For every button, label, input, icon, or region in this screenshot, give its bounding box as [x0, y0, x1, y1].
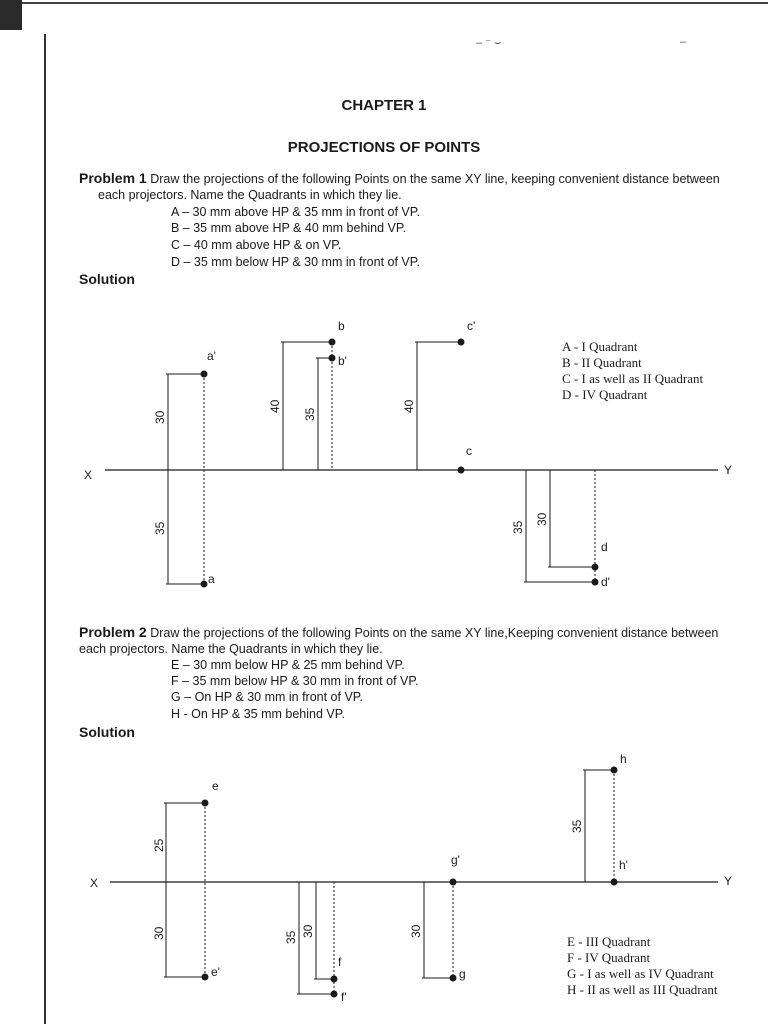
label-b-top: b': [338, 354, 347, 368]
problem2-item-e: E – 30 mm below HP & 25 mm behind VP.: [171, 658, 405, 672]
quadrant-g: G - I as well as IV Quadrant: [567, 966, 714, 981]
quadrant-c: C - I as well as II Quadrant: [562, 371, 704, 386]
chapter-heading: CHAPTER 1: [341, 97, 427, 114]
label-g-top: g': [451, 853, 460, 867]
label-h-top: h': [619, 858, 628, 872]
problem2-item-f: F – 35 mm below HP & 30 mm in front of VP.: [171, 674, 419, 688]
dim-c-40: 40: [402, 399, 416, 413]
label-d-top: d': [601, 575, 610, 589]
label-x-2: X: [90, 876, 99, 890]
problem1-solution-heading: Solution: [79, 271, 135, 287]
dim-h-35: 35: [570, 819, 584, 833]
point-f: [331, 976, 338, 983]
label-f: f: [338, 955, 342, 969]
problem1-item-d: D – 35 mm below HP & 30 mm in front of VP.: [171, 255, 420, 269]
dim-e-30: 30: [152, 926, 166, 940]
problem1-label: Problem 1: [79, 170, 147, 186]
dim-b-35: 35: [303, 407, 317, 421]
scan-smudge-2: –: [680, 36, 687, 48]
dim-f-35: 35: [284, 930, 298, 944]
label-y-2: Y: [724, 874, 733, 888]
label-g: g: [459, 967, 466, 981]
quadrant-f: F - IV Quadrant: [567, 950, 651, 965]
point-e: [202, 800, 209, 807]
quadrant-e: E - III Quadrant: [567, 934, 651, 949]
point-g: [450, 975, 457, 982]
dim-f-30: 30: [301, 924, 315, 938]
problem1-line1: Draw the projections of the following Points on the same XY line, keeping convenient distance between: [150, 172, 720, 186]
point-e-top: [202, 974, 209, 981]
dim-a-35: 35: [153, 521, 167, 535]
quadrant-h: H - II as well as III Quadrant: [567, 982, 718, 997]
problem2-item-g: G – On HP & 30 mm in front of VP.: [171, 690, 363, 704]
problem2-label: Problem 2: [79, 624, 147, 640]
label-a-top: a': [207, 349, 216, 363]
point-f-top: [331, 991, 338, 998]
dim-d-35: 35: [511, 520, 525, 534]
problem1-item-a: A – 30 mm above HP & 35 mm in front of VP.: [171, 205, 420, 219]
dim-a-30: 30: [153, 410, 167, 424]
problem2-item-h: H - On HP & 35 mm behind VP.: [171, 707, 345, 721]
label-e-top: e': [211, 965, 220, 979]
dim-e-25: 25: [152, 838, 166, 852]
point-g-top: [450, 879, 457, 886]
label-f-top: f': [341, 990, 347, 1004]
problem1-item-c: C – 40 mm above HP & on VP.: [171, 238, 342, 252]
label-c: c: [466, 444, 472, 458]
dim-b-40: 40: [268, 399, 282, 413]
label-b: b: [338, 319, 345, 333]
problem2-line2: each projectors. Name the Quadrants in which they lie.: [79, 642, 383, 656]
quadrant-b: B - II Quadrant: [562, 355, 642, 370]
label-y: Y: [724, 463, 733, 477]
label-h: h: [620, 752, 627, 766]
dim-g-30: 30: [409, 924, 423, 938]
label-x: X: [84, 468, 93, 482]
quadrant-a: A - I Quadrant: [562, 339, 638, 354]
problem1-line2: each projectors. Name the Quadrants in which they lie.: [98, 188, 402, 202]
label-d: d: [601, 540, 608, 554]
problem2-solution-heading: Solution: [79, 724, 135, 740]
point-h-top: [611, 879, 618, 886]
label-a: a: [208, 572, 215, 586]
point-h: [611, 767, 618, 774]
label-c-top: c': [467, 319, 476, 333]
problem1-item-b: B – 35 mm above HP & 40 mm behind VP.: [171, 221, 407, 235]
dim-d-30: 30: [535, 512, 549, 526]
quadrant-d: D - IV Quadrant: [562, 387, 648, 402]
problem2-line1: Draw the projections of the following Points on the same XY line,Keeping convenient distance between: [150, 626, 719, 640]
scan-smudge: ‒ ⁻ ⌣: [476, 37, 502, 49]
page-title: PROJECTIONS OF POINTS: [287, 139, 481, 156]
label-e: e: [212, 779, 219, 793]
